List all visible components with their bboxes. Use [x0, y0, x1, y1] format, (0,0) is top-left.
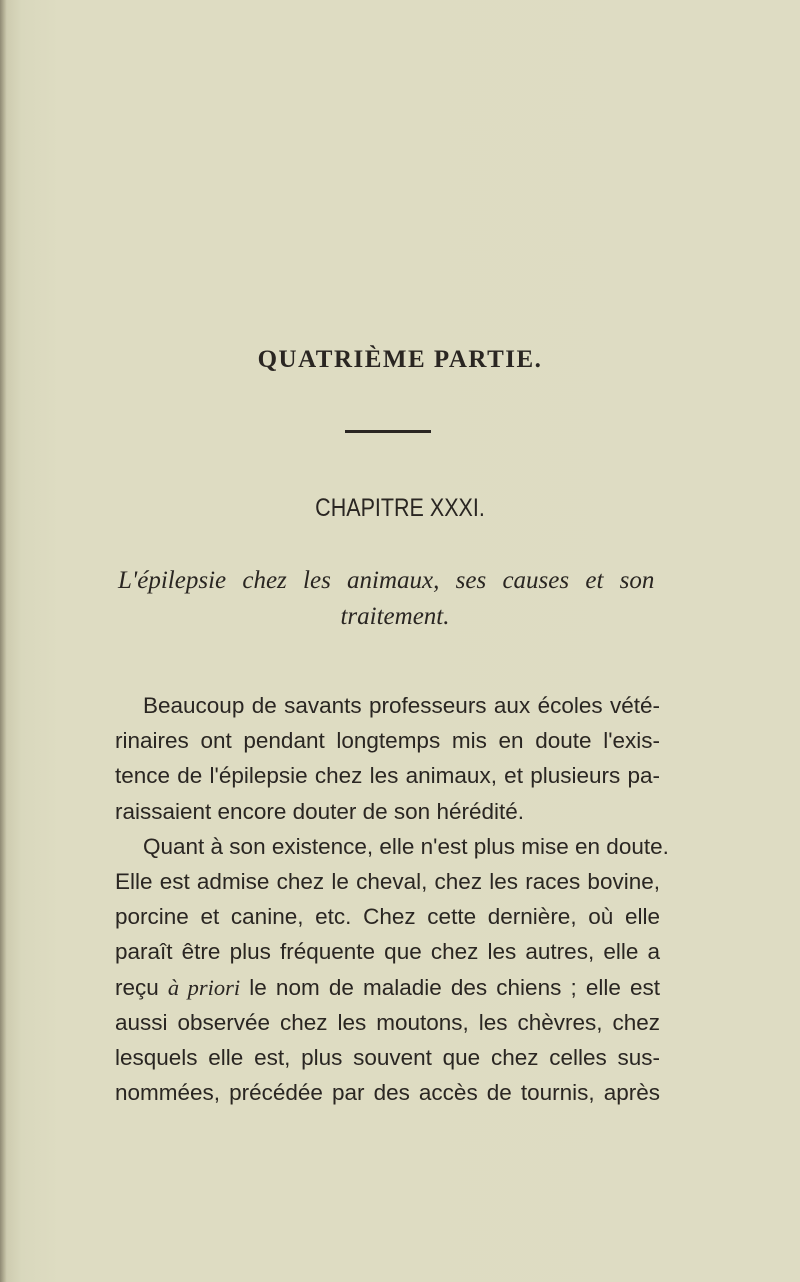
text-line: Elle est admise chez le cheval, chez les races bovine,: [115, 868, 660, 894]
text-line: nommées, précédée par des accès de tournis, après: [115, 1080, 660, 1106]
text-fragment: reçu: [115, 974, 168, 1000]
text-line: Quant à son existence, elle n'est plus mise en doute.: [143, 833, 669, 859]
text-line: aussi observée chez les moutons, les chèvres, chez: [115, 1009, 660, 1035]
text-line: rinaires ont pendant longtemps mis en doute l'exis-: [115, 728, 660, 754]
text-line: Beaucoup de savants professeurs aux écoles vété-: [143, 693, 660, 718]
body-text: [115, 688, 669, 1110]
chapter-subtitle: [115, 563, 675, 635]
part-title: QUATRIÈME PARTIE.: [257, 346, 543, 373]
text-line: raissaient encore douter de son hérédité.: [115, 798, 525, 824]
title-rule: [345, 430, 431, 433]
subtitle-line-2: traitement.: [340, 603, 450, 630]
chapter-title: CHAPITRE XXXI.: [315, 494, 485, 522]
text-line: tence de l'épilepsie chez les animaux, et plusieurs pa-: [115, 763, 660, 789]
text-line: porcine et canine, etc. Chez cette dernière, où elle: [115, 904, 660, 930]
italic-term: à priori: [167, 974, 241, 1000]
text-line: [115, 970, 660, 1005]
subtitle-line-1: L'épilepsie chez les animaux, ses causes et son: [118, 567, 655, 594]
text-fragment: le nom de maladie des chiens ; elle est: [240, 974, 660, 1000]
text-line: paraît être plus fréquente que chez les autres, elle a: [115, 939, 660, 965]
text-line: lesquels elle est, plus souvent que chez celles sus-: [115, 1044, 660, 1070]
binding-edge: [0, 0, 7, 1282]
